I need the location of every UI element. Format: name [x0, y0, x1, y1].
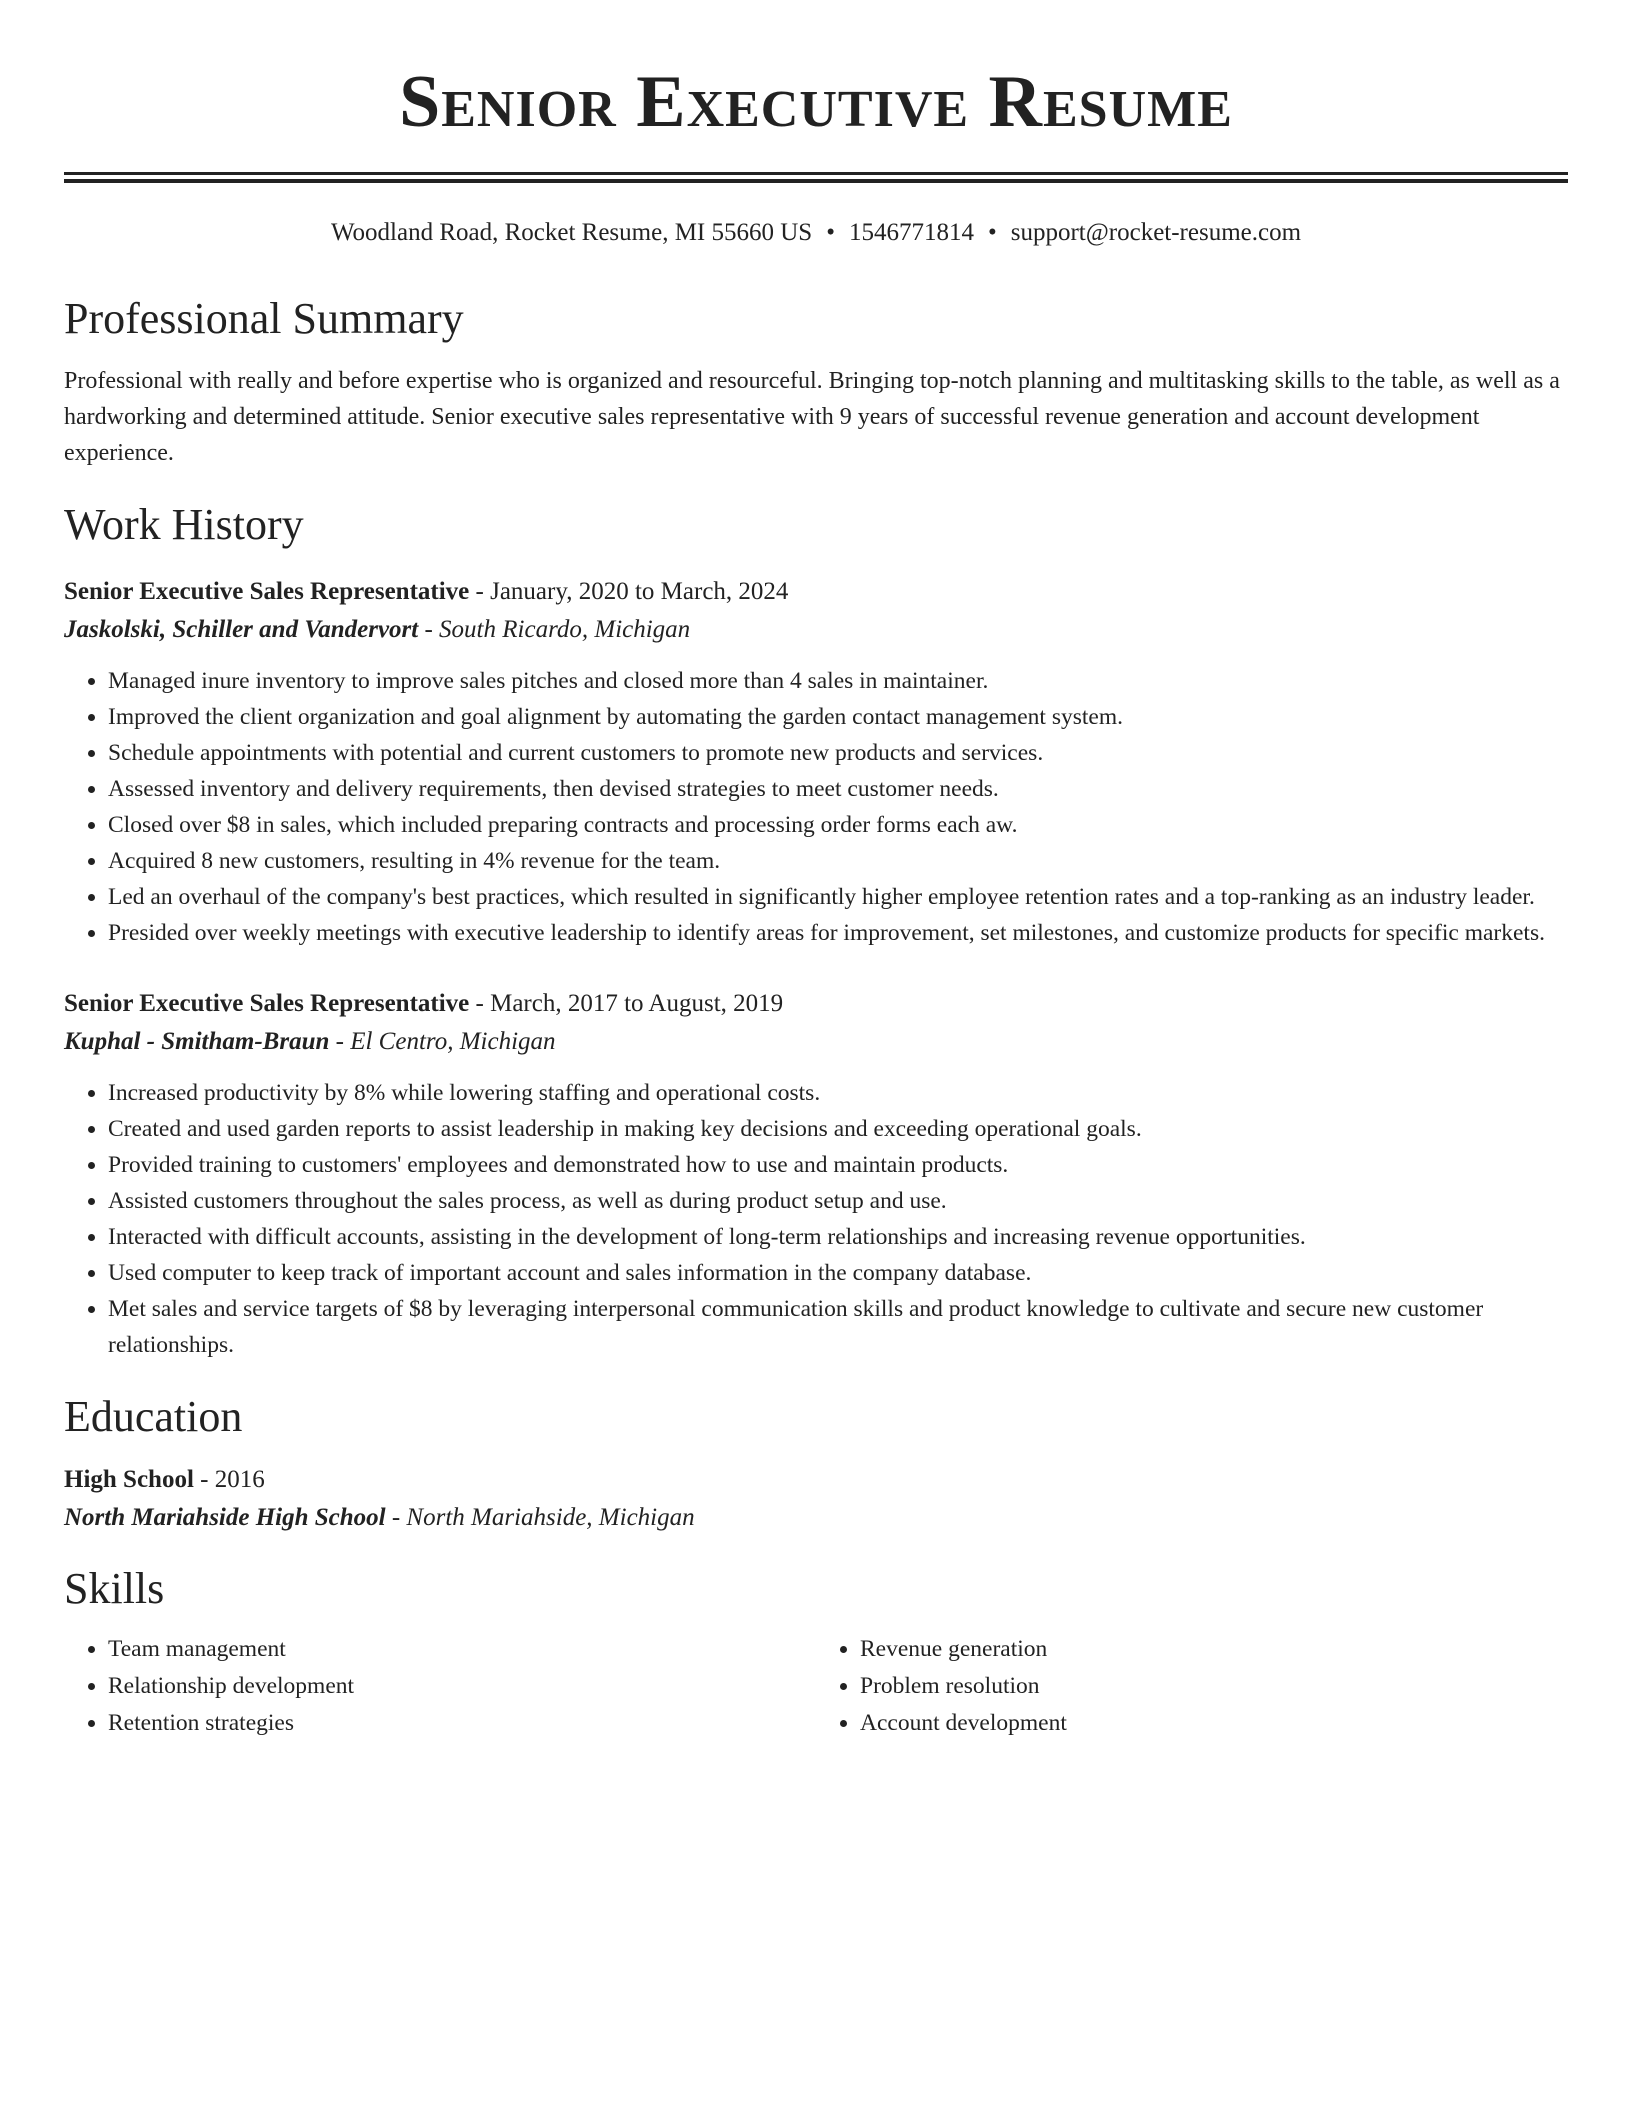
job-header	[64, 573, 1568, 611]
list-item: • Increased productivity by 8% while lowering staffing and operational costs.	[108, 1075, 1568, 1111]
list-item: • Met sales and service targets of $8 by leveraging interpersonal communication skills and product knowledge to cultivate and secure new customer relationships.	[108, 1291, 1568, 1363]
job-role: Senior Executive Sales Representative	[64, 990, 470, 1017]
list-item: • Improved the client organization and goal alignment by automating the garden contact management system.	[108, 699, 1568, 735]
list-item: • Problem resolution	[860, 1668, 1568, 1705]
skills-list-right	[816, 1631, 1568, 1742]
list-item: • Presided over weekly meetings with executive leadership to identify areas for improvement, set milestones, and customize products for specific markets.	[108, 915, 1568, 951]
job-role: Senior Executive Sales Representative	[64, 578, 470, 605]
list-item: • Closed over $8 in sales, which included preparing contracts and processing order forms each aw.	[108, 807, 1568, 843]
skills-heading: Skills	[64, 1564, 165, 1613]
contact-separator: •	[826, 219, 835, 246]
job-employer	[64, 1023, 1568, 1061]
list-item: • Managed inure inventory to improve sales pitches and closed more than 4 sales in maintainer.	[108, 663, 1568, 699]
list-item: • Provided training to customers' employees and demonstrated how to use and maintain products.	[108, 1147, 1568, 1183]
job-dates: - March, 2017 to August, 2019	[469, 990, 784, 1017]
education-location: - North Mariahside, Michigan	[385, 1504, 695, 1531]
list-item: • Relationship development	[108, 1668, 816, 1705]
job-location: - El Centro, Michigan	[329, 1028, 556, 1055]
list-item: • Created and used garden reports to assist leadership in making key decisions and exceeding operational goals.	[108, 1111, 1568, 1147]
list-item: • Schedule appointments with potential and current customers to promote new products and services.	[108, 735, 1568, 771]
job-entry	[64, 985, 1568, 1363]
job-header	[64, 985, 1568, 1023]
contact-address: Woodland Road, Rocket Resume, MI 55660 US	[330, 219, 813, 246]
list-item: • Account development	[860, 1705, 1568, 1742]
education-school: North Mariahside High School	[64, 1504, 386, 1531]
job-company: Jaskolski, Schiller and Vandervort	[64, 616, 419, 643]
list-item: • Used computer to keep track of important account and sales information in the company database.	[108, 1255, 1568, 1291]
job-company: Kuphal - Smitham-Braun	[64, 1028, 330, 1055]
job-bullet-list	[64, 1075, 1568, 1363]
job-employer	[64, 611, 1568, 649]
job-entry	[64, 573, 1568, 951]
contact-line	[64, 217, 1568, 249]
resume-title: Senior Executive Resume	[399, 61, 1233, 143]
list-item: • Assisted customers throughout the sales process, as well as during product setup and use.	[108, 1183, 1568, 1219]
list-item: • Retention strategies	[108, 1705, 816, 1742]
education-header	[64, 1461, 1568, 1499]
education-school-line	[64, 1499, 1568, 1537]
education-year: - 2016	[193, 1466, 265, 1493]
contact-separator: •	[987, 219, 997, 246]
job-location: - South Ricardo, Michigan	[418, 616, 691, 643]
title-double-rule	[64, 172, 1568, 183]
skills-grid	[64, 1631, 1568, 1742]
job-bullet-list	[64, 663, 1568, 951]
contact-phone: 1546771814	[848, 219, 974, 246]
list-item: • Interacted with difficult accounts, assisting in the development of long-term relationships and increasing revenue opportunities.	[108, 1219, 1568, 1255]
summary-heading: Professional Summary	[64, 294, 464, 343]
list-item: • Revenue generation	[860, 1631, 1568, 1668]
contact-email: support@rocket-resume.com	[1010, 219, 1302, 246]
education-heading: Education	[64, 1392, 243, 1441]
list-item: • Led an overhaul of the company's best practices, which resulted in significantly higher employee retention rates and a top-ranking as an industry leader.	[108, 879, 1568, 915]
list-item: • Acquired 8 new customers, resulting in 4% revenue for the team.	[108, 843, 1568, 879]
list-item: • Team management	[108, 1631, 816, 1668]
list-item: • Assessed inventory and delivery requirements, then devised strategies to meet customer needs.	[108, 771, 1568, 807]
education-entry	[64, 1461, 1568, 1537]
skills-list-left	[64, 1631, 816, 1742]
summary-text: Professional with really and before expertise who is organized and resourceful. Bringing top-notch planning and multitasking skills to the table, as well as a hardworking and determined attitude. Senior executive sales representative with 9 years of successful revenue generation and account development experience.	[64, 368, 1560, 466]
job-dates: - January, 2020 to March, 2024	[469, 578, 789, 605]
work-history-heading: Work History	[64, 500, 304, 549]
education-degree: High School	[64, 1466, 194, 1493]
